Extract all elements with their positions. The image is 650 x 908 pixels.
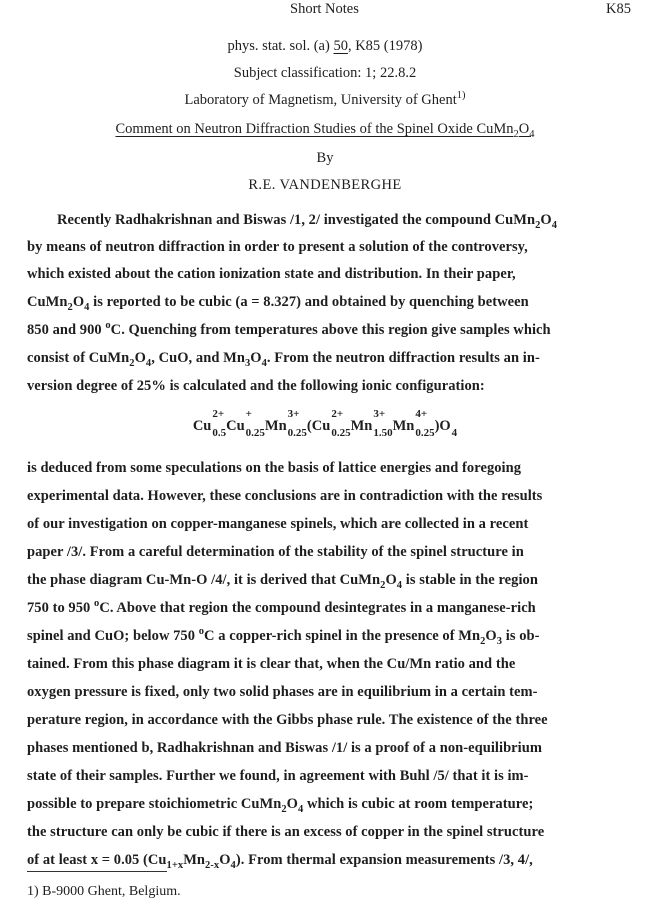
body-line-1: Recently Radhakrishnan and Biswas /1, 2/ investigated the compound $CuMn_2O_4$	[57, 212, 558, 231]
body-line-11: paper /3/. From a careful determination of the stability of the spinel structure in	[27, 544, 524, 560]
body-line-20: possible to prepare stoichiometric $CuMn_2O_4$ which is cubic at room temperature;	[27, 796, 534, 815]
body-line-5: 850 and 900 $^o$C. Quenching from temperatures above this region give samples which	[27, 320, 551, 338]
body-line-9: experimental data. However, these conclusions are in contradiction with the results	[27, 488, 543, 504]
ion-mn-3plus-a: Mn 3+ 0.25	[264, 408, 307, 439]
body-line-13: 750 to 950 $^o$C. Above that region the compound desintegrates in a manganese-rich	[27, 598, 536, 616]
body-line-10: of our investigation on copper-manganese spinels, which are collected in a recent	[27, 516, 529, 532]
affiliation: Laboratory of Magnetism, University of Ghent$^{1)}$	[184, 90, 466, 108]
by-line: By	[316, 150, 334, 166]
ion-mn-3plus-b: Mn 3+ 1.50	[350, 408, 393, 439]
running-header-section: Short Notes	[290, 1, 359, 17]
ionic-configuration-formula	[0, 408, 650, 442]
footnote-marker: 1)	[456, 90, 466, 101]
volume-number: 50	[333, 38, 348, 54]
body-line-14: spinel and CuO; below 750 $^o$C a copper-rich spinel in the presence of $Mn_2O_3$ is ob-	[27, 626, 540, 647]
citation-line: phys. stat. sol. (a) 50, K85 (1978)	[227, 38, 423, 54]
body-line-16: oxygen pressure is fixed, only two solid phases are in equilibrium in a certain tem-	[27, 684, 538, 700]
formula-close-oxygen: )O 4	[434, 418, 458, 439]
formula-open-paren: (	[306, 418, 312, 434]
body-line-6: consist of $CuMn_2O_4$, CuO, and $Mn_3O_4$. From the neutron diffraction results an in-	[27, 350, 540, 369]
body-line-12: the phase diagram Cu-Mn-O /4/, it is derived that $CuMn_2O_4$ is stable in the region	[27, 572, 538, 591]
body-line-3: which existed about the cation ionization state and distribution. In their paper,	[27, 266, 516, 282]
body-line-7: version degree of 25% is calculated and the following ionic configuration:	[27, 378, 485, 394]
ion-mn-4plus-b: Mn 4+ 0.25	[392, 408, 435, 439]
ion-cu-2plus-b: Cu 2+ 0.25	[311, 408, 351, 439]
body-line-19: state of their samples. Further we found, in agreement with Buhl /5/ that it is im-	[27, 768, 529, 784]
ion-cu-2plus-a: Cu 2+ 0.5	[192, 408, 227, 439]
body-line-22: of at least x = 0.05 $(Cu_{1+x}Mn_{2-x}O_4)$. From thermal expansion measurements /3, 4/,	[27, 852, 533, 871]
body-line-21: the structure can only be cubic if there is an excess of copper in the spinel structure	[27, 824, 545, 840]
subject-classification: Subject classification: 1; 22.8.2	[233, 65, 417, 81]
body-line-2: by means of neutron diffraction in order to present a solution of the controversy,	[27, 239, 528, 255]
ion-cu-plus-a: Cu + 0.25	[226, 408, 265, 439]
footnote: 1) B-9000 Ghent, Belgium.	[27, 884, 181, 899]
body-line-8: is deduced from some speculations on the basis of lattice energies and foregoing	[27, 460, 522, 476]
body-line-17: perature region, in accordance with the Gibbs phase rule. The existence of the three	[27, 712, 548, 728]
paper-title: Comment on Neutron Diffraction Studies of the Spinel Oxide $CuMn_2O_4$	[115, 121, 535, 140]
body-line-18: phases mentioned b, Radhakrishnan and Biswas /1/ is a proof of a non-equilibrium	[27, 740, 542, 756]
body-line-4: $CuMn_2O_4$ is reported to be cubic (a = 8.327) and obtained by quenching between	[27, 294, 529, 313]
footnote-separator	[27, 871, 167, 872]
author-name: R.E. VANDENBERGHE	[248, 177, 402, 193]
running-header-page: K85	[606, 1, 631, 17]
body-line-15: tained. From this phase diagram it is clear that, when the Cu/Mn ratio and the	[27, 656, 516, 672]
